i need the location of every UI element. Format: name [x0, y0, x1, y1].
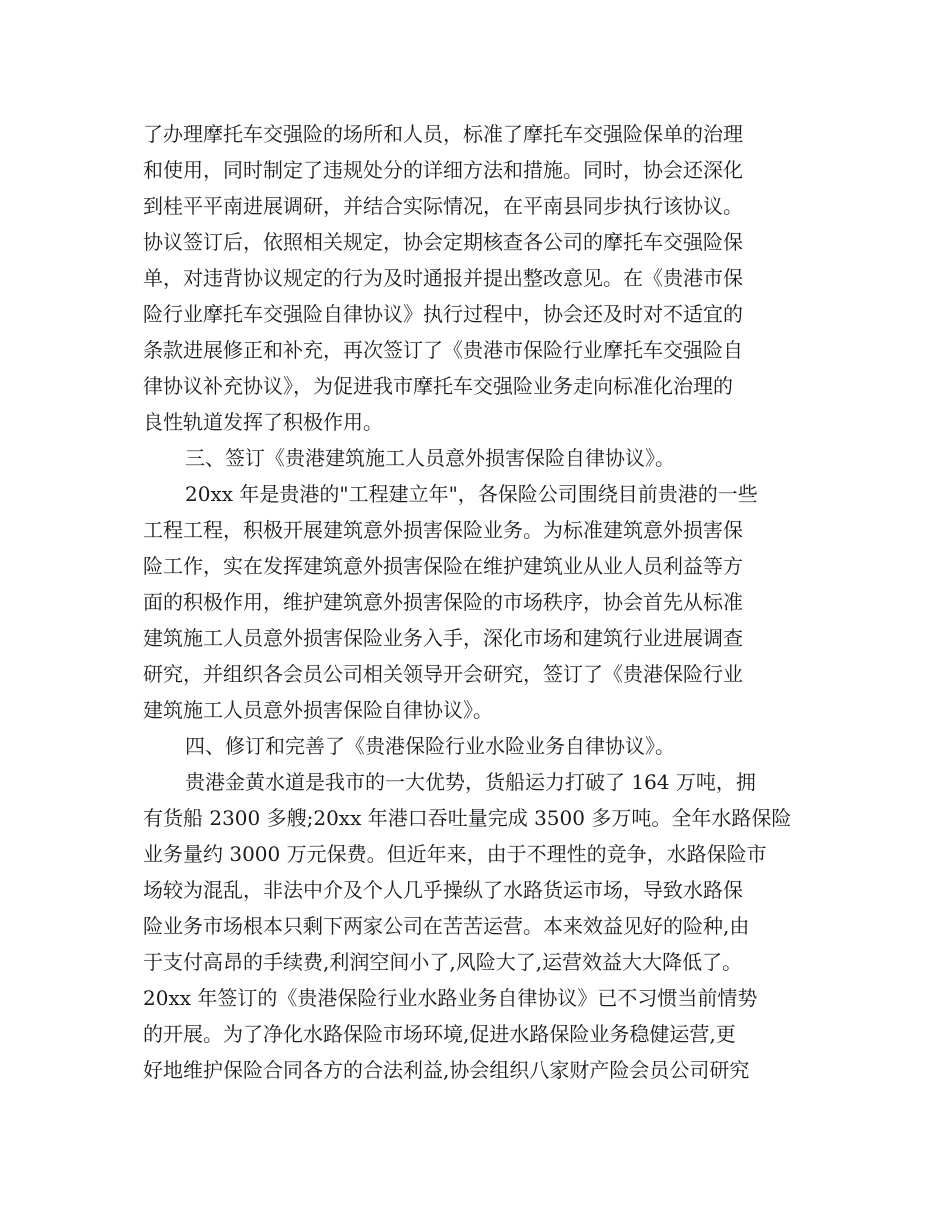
- text-line: 单，对违背协议规定的行为及时通报并提出整改意见。在《贵港市保: [143, 266, 743, 290]
- text-line: 良性轨道发挥了积极作用。: [143, 410, 383, 434]
- text-line: 有货船 2300 多艘;20xx 年港口吞吐量完成 3500 多万吨。全年水路保险: [143, 806, 792, 830]
- section-heading-3: 三、签订《贵港建筑施工人员意外损害保险自律协议》。: [185, 446, 675, 470]
- section-heading-4: 四、修订和完善了《贵港保险行业水险业务自律协议》。: [185, 734, 675, 758]
- text-line: 的开展。为了净化水路保险市场环境,促进水路保险业务稳健运营,更: [143, 1022, 736, 1046]
- text-line: 到桂平平南进展调研，并结合实际情况，在平南县同步执行该协议。: [143, 194, 743, 218]
- text-line: 建筑施工人员意外损害保险自律协议》。: [143, 698, 493, 722]
- text-line: 协议签订后，依照相关规定，协会定期核查各公司的摩托车交强险保: [143, 230, 743, 254]
- text-line: 险行业摩托车交强险自律协议》执行过程中，协会还及时对不适宜的: [143, 302, 743, 326]
- text-line: 工程工程，积极开展建筑意外损害保险业务。为标准建筑意外损害保: [143, 518, 743, 542]
- paragraph-start: 贵港金黄水道是我市的一大优势，货船运力打破了 164 万吨，拥: [185, 770, 756, 794]
- paragraph-start: 20xx 年是贵港的"工程建立年"，各保险公司围绕目前贵港的一些: [185, 482, 758, 506]
- text-line: 研究，并组织各会员公司相关领导开会研究，签订了《贵港保险行业: [143, 662, 743, 686]
- text-line: 建筑施工人员意外损害保险业务入手，深化市场和建筑行业进展调查: [143, 626, 743, 650]
- text-line: 于支付高昂的手续费,利润空间小了,风险大了,运营效益大大降低了。: [143, 950, 743, 974]
- text-line: 条款进展修正和补充，再次签订了《贵港市保险行业摩托车交强险自: [143, 338, 743, 362]
- text-line: 好地维护保险合同各方的合法利益,协会组织八家财产险会员公司研究: [143, 1058, 750, 1082]
- text-line: 律协议补充协议》，为促进我市摩托车交强险业务走向标准化治理的: [143, 374, 733, 398]
- text-line: 业务量约 3000 万元保费。但近年来，由于不理性的竞争，水路保险市: [143, 842, 767, 866]
- text-line: 险业务市场根本只剩下两家公司在苦苦运营。本来效益见好的险种,由: [143, 914, 750, 938]
- text-line: 场较为混乱，非法中介及个人几乎操纵了水路货运市场，导致水路保: [143, 878, 743, 902]
- document-body: [143, 116, 833, 1088]
- text-line: 险工作，实在发挥建筑意外损害保险在维护建筑业从业人员利益等方: [143, 554, 743, 578]
- text-line: 了办理摩托车交强险的场所和人员，标准了摩托车交强险保单的治理: [143, 122, 743, 146]
- text-line: 面的积极作用，维护建筑意外损害保险的市场秩序，协会首先从标准: [143, 590, 743, 614]
- text-line: 20xx 年签订的《贵港保险行业水路业务自律协议》已不习惯当前情势: [143, 986, 758, 1010]
- text-line: 和使用，同时制定了违规处分的详细方法和措施。同时，协会还深化: [143, 158, 743, 182]
